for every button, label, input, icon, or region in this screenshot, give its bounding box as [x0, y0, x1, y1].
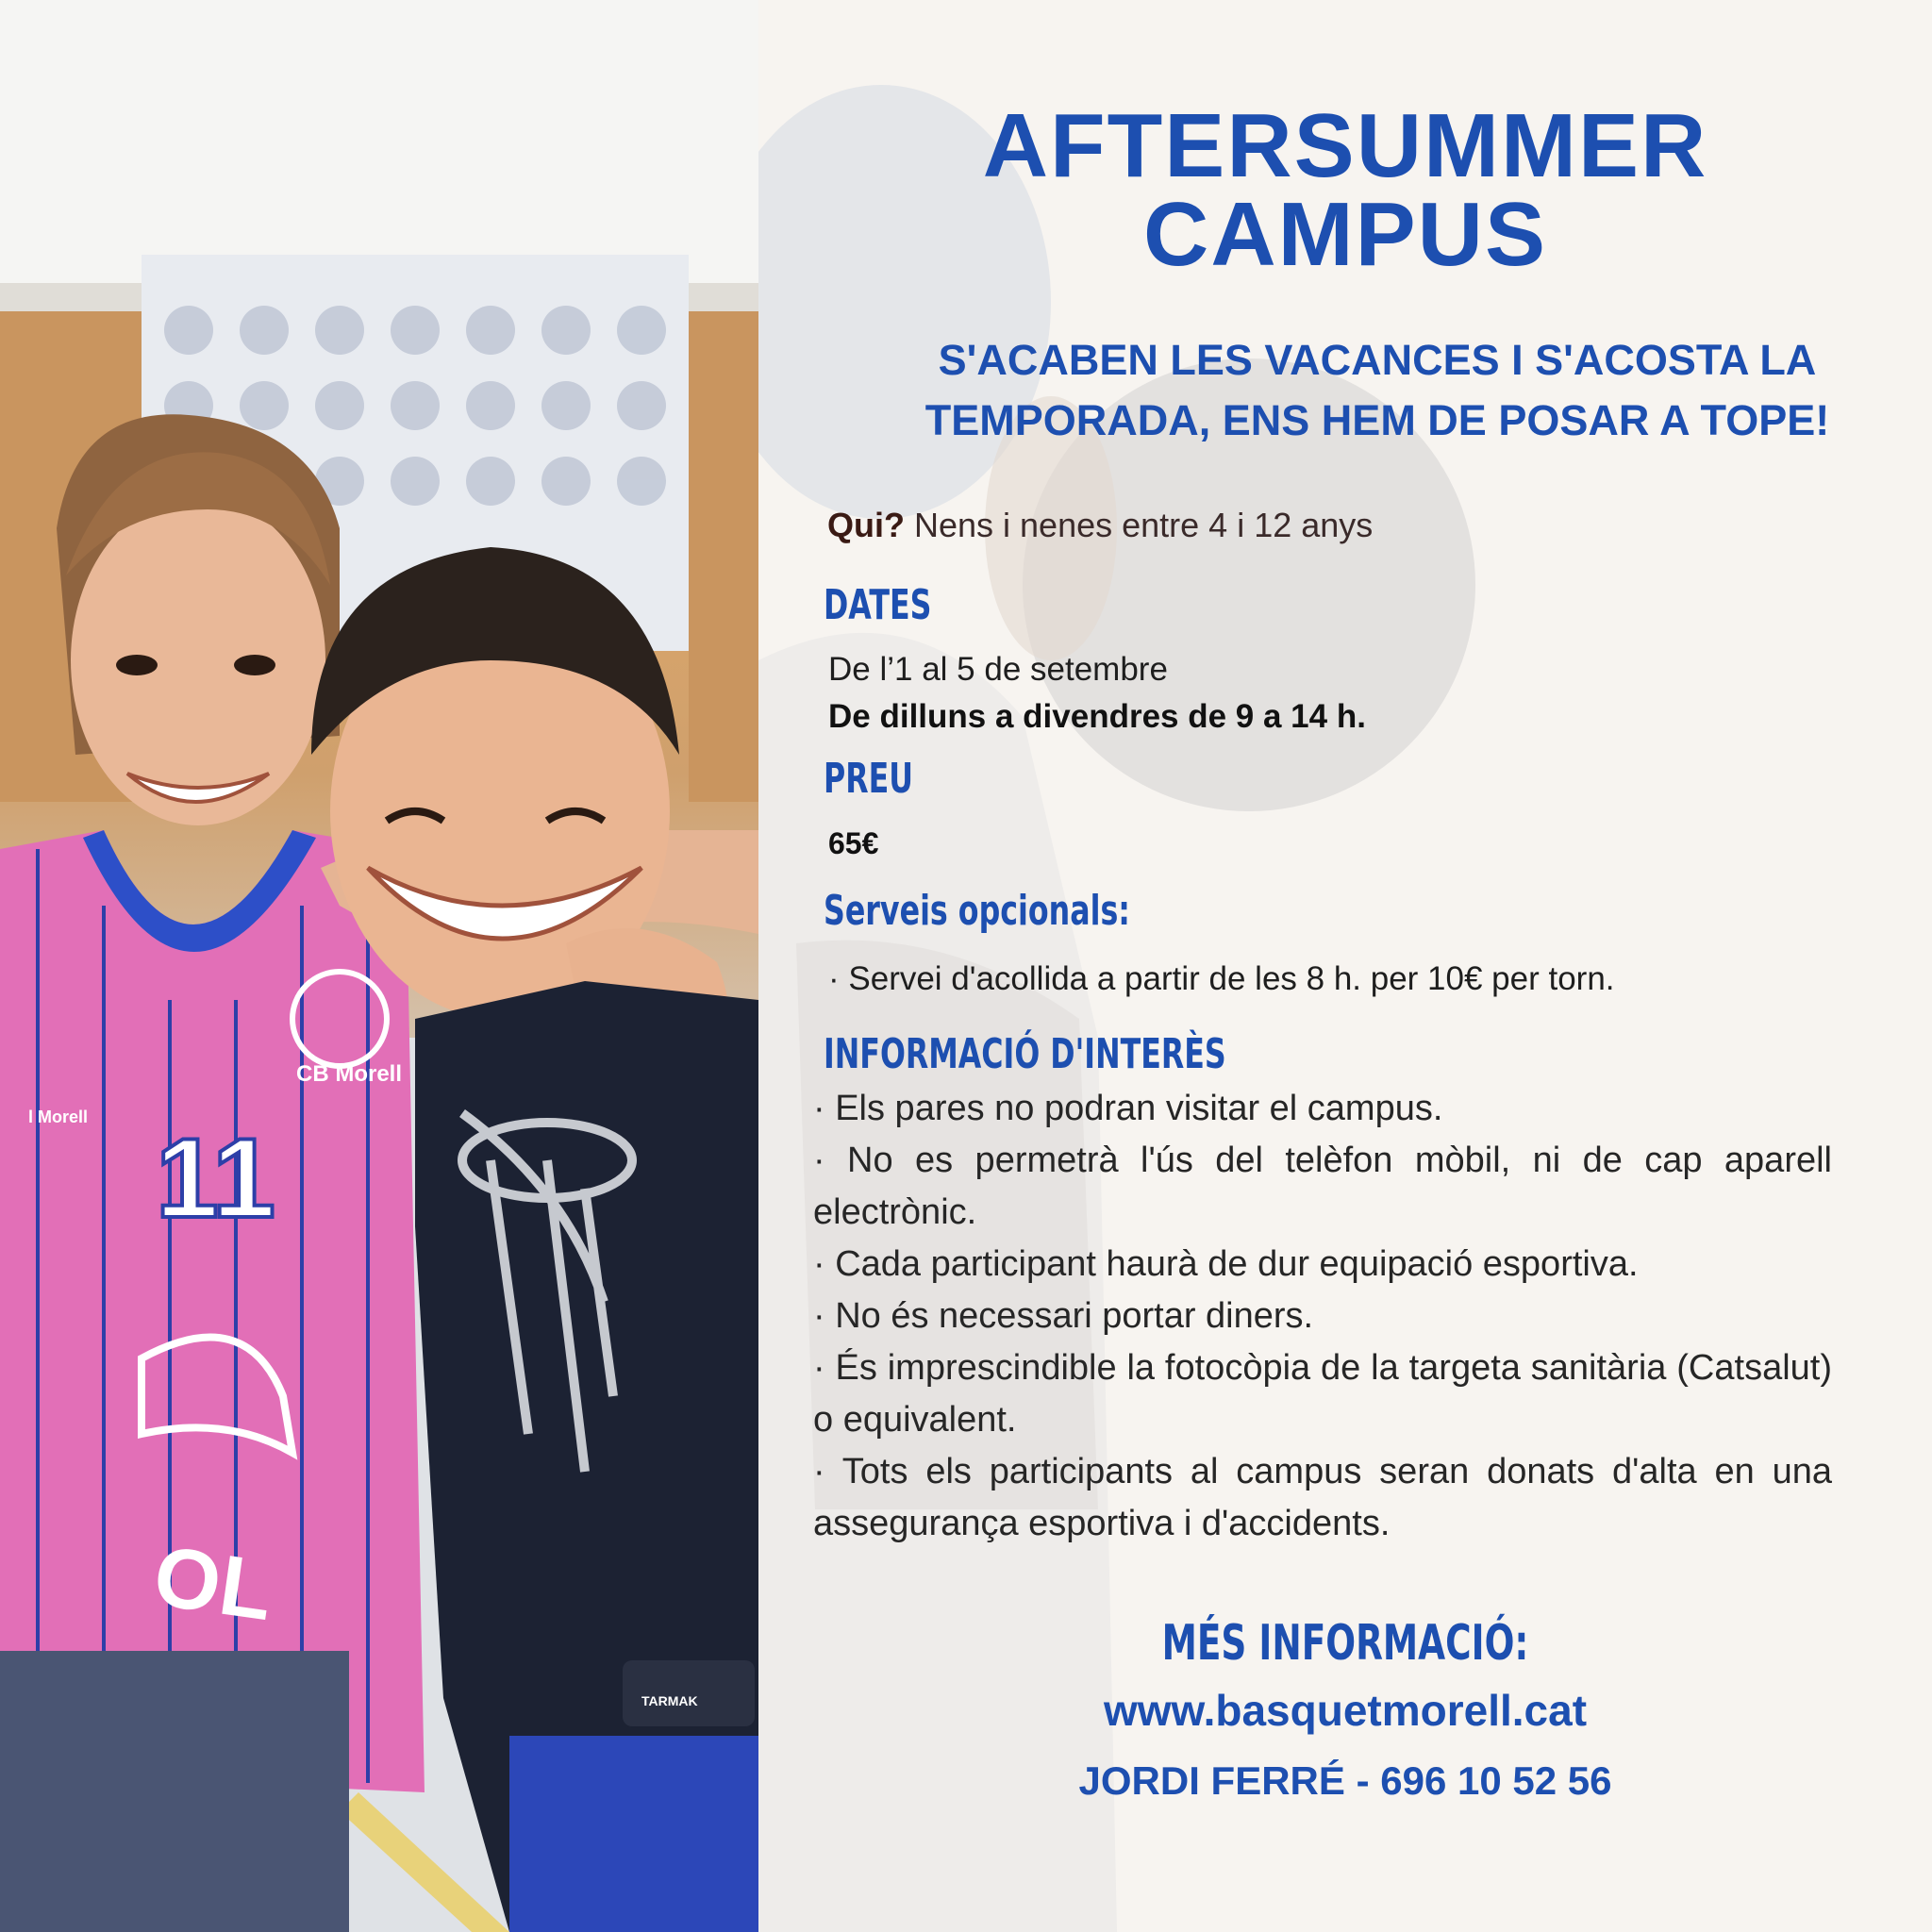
audience-label: Qui?: [827, 506, 905, 544]
audience-text: Nens i nenes entre 4 i 12 anys: [904, 506, 1374, 544]
more-info-heading: [758, 1615, 1932, 1672]
info-list: [813, 1083, 1832, 1550]
dates-heading: DATES: [824, 581, 932, 629]
children-illustration: [0, 0, 758, 1932]
info-heading: INFORMACIÓ D'INTERÈS: [824, 1030, 1226, 1078]
contact-line: JORDI FERRÉ - 696 10 52 56: [1078, 1758, 1612, 1803]
title-line-1: AFTERSUMMER: [982, 95, 1708, 196]
subtitle: [830, 330, 1924, 451]
subtitle-line-2: TEMPORADA, ENS HEM DE POSAR A TOPE!: [924, 396, 1830, 444]
jersey-number: 11: [156, 1115, 275, 1241]
dates-line-2: De dilluns a divendres de 9 a 14 h.: [828, 698, 1366, 735]
campus-photo: [0, 0, 758, 1932]
info-item: · No és necessari portar diners.: [813, 1296, 1314, 1336]
info-item: · No es permetrà l'ús del telèfon mòbil, ni de cap aparell electrònic.: [813, 1141, 1832, 1232]
info-item: · Tots els participants al campus seran donats d'alta en una assegurança esportiva i d'accidents.: [813, 1452, 1832, 1543]
info-item: · És imprescindible la fotocòpia de la targeta sanitària (Catsalut) o equivalent.: [813, 1348, 1832, 1440]
svg-text:CB Morell: CB Morell: [296, 1061, 403, 1087]
girl-face: [71, 495, 325, 825]
dates-line-1: De l’1 al 5 de setembre: [828, 651, 1168, 688]
svg-text:l Morell: l Morell: [28, 1108, 89, 1126]
page-title: [758, 95, 1932, 285]
svg-text:TARMAK: TARMAK: [641, 1693, 698, 1708]
price-heading: PREU: [824, 755, 913, 803]
services-item: · Servei d'acollida a partir de les 8 h. per 10€ per torn.: [828, 960, 1615, 997]
website-link[interactable]: www.basquetmorell.cat: [1103, 1686, 1588, 1735]
price-value: 65€: [828, 826, 879, 860]
services-heading: Serveis opcionals:: [824, 887, 1130, 935]
svg-text:OL: OL: [148, 1528, 278, 1640]
audience-line: [827, 506, 1373, 545]
more-info-heading-text: MÉS INFORMACIÓ:: [1161, 1615, 1529, 1672]
info-item: · Els pares no podran visitar el campus.: [813, 1089, 1443, 1128]
info-item: · Cada participant haurà de dur equipació esportiva.: [813, 1244, 1639, 1284]
title-line-2: CAMPUS: [1142, 184, 1547, 285]
subtitle-line-1: S'ACABEN LES VACANCES I S'ACOSTA LA: [938, 336, 1817, 384]
